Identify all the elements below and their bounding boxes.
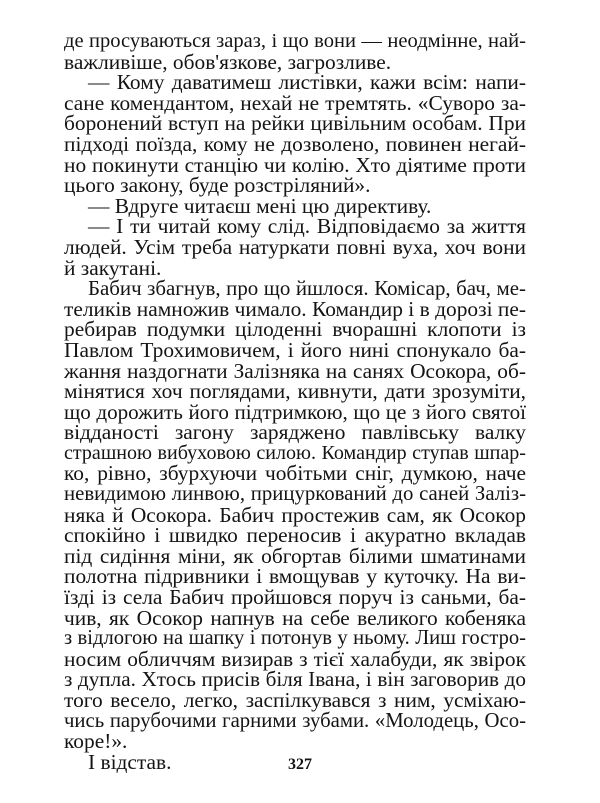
text-line: теликів намножив чимало. Командир і в дорозі пе- [64,296,526,321]
text-line: — І ти читай кому слід. Відповідаємо за життя [88,214,526,239]
text-line: де просуваються зараз, і що вони — неодмінне, най- [64,30,526,52]
page-number: 327 [288,756,312,773]
text-line: важливіше, обов'язкове, загрозливе. [64,49,392,74]
text-line: боронений вступ на рейки цивільним особам. При [64,111,526,136]
text-line: з відлогою на шапку і потонув у ньому. Лиш гостро- [64,627,526,650]
text-line: няка й Осокора. Бабич простежив сам, як Осокор [64,502,526,527]
text-line: людей. Усім треба натуркати повні вуха, хоч вони [64,234,526,259]
text-line: того весело, легко, заспілкувався з ним, усміхаю- [64,688,526,712]
text-line: І відстав. [88,749,172,774]
text-line: — Вдруге читаєш мені цю директиву. [88,193,432,218]
text-line: жання наздогнати Залізняка на санях Осокора, об- [64,358,526,383]
text-line: ребирав подумки цілоденні вчорашні клопоти із [64,317,526,342]
text-line: невидимою линвою, прицуркований до саней Заліз- [64,482,526,506]
text-line: їзді із села Бабич пройшовся поруч із саньми, ба- [64,585,526,610]
text-line: цього закону, буде розстріляний». [64,173,371,198]
text-line: сане комендантом, нехай не тремтять. «Суворо за- [64,90,526,115]
text-line: коре!». [64,729,128,754]
text-line: й закутані. [64,255,162,280]
text-line: Павлом Трохимовичем, і його нині спонукало ба- [64,337,526,362]
text-line: — Кому даватимеш листівки, кажи всім: напи- [88,70,526,95]
text-line: ко, рівно, збурхуючи чобітьми сніг, думкою, наче [64,461,526,486]
text-line: носим обличчям визирав з тієї халабуди, як звірок [64,646,526,671]
text-line: чись парубочими гарними зубами. «Молодець, Осо- [64,709,526,732]
body-text [64,31,526,772]
text-line: полотна підривники і вмощував у куточку. На ви- [64,564,526,589]
text-line: підході поїзда, кому не дозволено, повинен негай- [64,131,526,156]
text-line: страшною вибуховою силою. Командир ступав шпар- [64,441,526,464]
text-line: відданості загону заряджено павлівську валку [64,420,526,445]
text-line: під сидіння міни, як обгортав білими шматинами [64,543,526,568]
text-line: спокійно і швидко переносив і акуратно вкладав [64,523,526,548]
text-line: Бабич збагнув, про що йшлося. Комісар, бач, ме- [88,276,526,301]
text-line: мінятися хоч поглядами, кивнути, дати зрозуміти, [64,379,526,404]
text-line: з дупла. Хтось присів біля Івана, і він заговорив до [64,667,526,692]
text-line: но покинути станцію чи колію. Хто діятиме проти [64,152,526,177]
text-line: чив, як Осокор напнув на себе великого кобеняка [64,605,526,630]
text-line: що дорожить його підтримкою, що це з його святої [64,399,526,424]
